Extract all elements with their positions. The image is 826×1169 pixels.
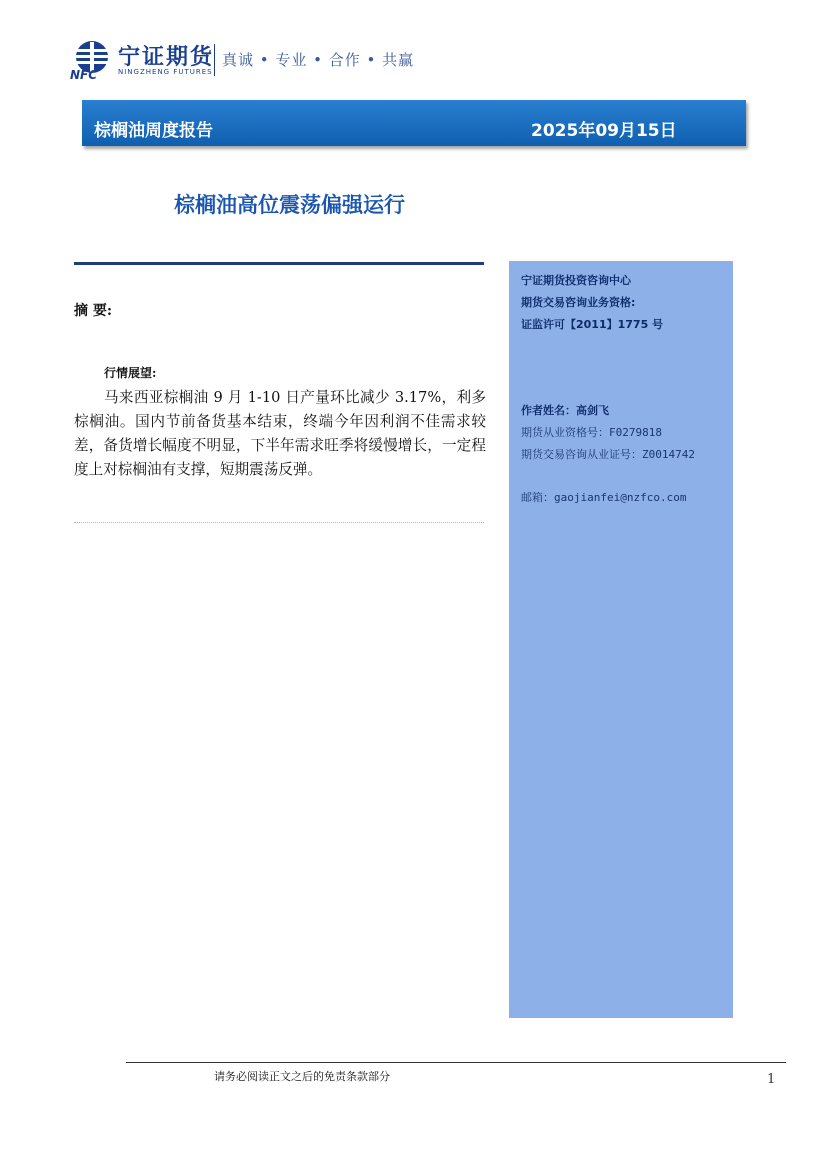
- outlook-label: 行情展望:: [104, 366, 157, 380]
- sidebar-email[interactable]: 邮箱：gaojianfei@nzfco.com: [521, 491, 687, 504]
- sidebar-license: 证监许可【2011】1775 号: [521, 318, 664, 331]
- sidebar-author: 作者姓名：高剑飞: [521, 404, 609, 417]
- logo-divider: [214, 44, 215, 76]
- title-rule: [74, 262, 484, 265]
- sidebar-practice-cert: 期货从业资格号：F0279818: [521, 426, 662, 439]
- page-number: 1: [767, 1072, 776, 1087]
- page-title: 棕榈油高位震荡偏强运行: [174, 193, 405, 217]
- author-sidebar: [509, 261, 733, 1018]
- footer-rule: [126, 1062, 786, 1063]
- report-date: 2025年09月15日: [531, 121, 677, 141]
- report-type-title: 棕榈油周度报告: [94, 121, 213, 141]
- sidebar-consult-cert: 期货交易咨询从业证号：Z0014742: [521, 448, 695, 461]
- sidebar-qualification-label: 期货交易咨询业务资格:: [521, 296, 636, 309]
- outlook-text: 马来西亚棕榈油 9 月 1-10 日产量环比减少 3.17%，利多棕榈油。国内节前备货基本结束，终端今年因利润不佳需求较差，备货增长幅度不明显，下半年需求旺季将缓慢增长，一定程度上对棕榈油有支撑，短期震荡反弹。: [74, 389, 486, 478]
- brand-abbr: NFC: [70, 68, 98, 82]
- footer-disclaimer: 请务必阅读正文之后的免责条款部分: [214, 1070, 390, 1083]
- sidebar-org: 宁证期货投资咨询中心: [521, 274, 631, 287]
- slogan: 真诚 • 专业 • 合作 • 共赢: [222, 51, 415, 69]
- abstract-label: 摘 要:: [74, 303, 113, 319]
- brand-name-en: NINGZHENG FUTURES: [118, 68, 213, 76]
- section-divider: [74, 522, 484, 523]
- brand-name-cn: 宁证期货: [118, 45, 215, 70]
